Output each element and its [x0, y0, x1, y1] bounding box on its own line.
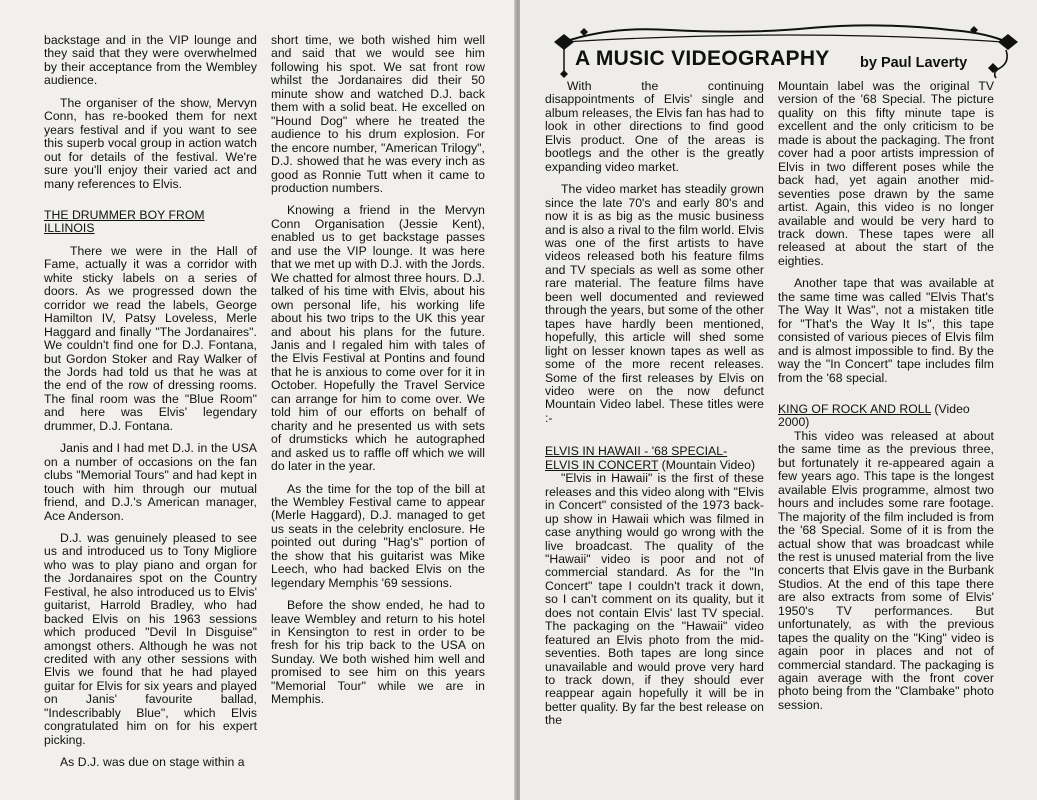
- section-heading: [545, 445, 764, 472]
- paragraph: Mountain label was the original TV version of the '68 Special. The picture quality on this fifty minute tape is excellent and the only criticism to be made is about the packaging. The front cover had a poor artists impression of Elvis in two different poses while the back had, yet again another mid-seventies pose drawn by the same artist. Again, this video is no longer available and would be very hard to track down. These tapes were all released at about the start of the eighties.: [778, 79, 994, 268]
- left-page: [0, 0, 518, 800]
- article-title: A MUSIC VIDEOGRAPHY: [575, 47, 830, 70]
- paragraph: Knowing a friend in the Mervyn Conn Organisation (Jessie Kent), enabled us to get backstage passes and use the VIP lounge. It was here that we met up with D.J. with the Jords. We chatted for almost three hours. D.J. talked of his time with Elvis, about his own personal life, his working life about his two trips to the UK this year and about his plans for the future. Janis and I regaled him with tales of the Elvis Festival at Pontins and found that he is anxious to come over for it in October. Hopefully the Travel Service can arrange for him to come over. We told him of our efforts on behalf of charity and he presented us with sets of drumsticks which he autographed and asked us to raffle off which we will do later in the year.: [271, 203, 486, 474]
- section-heading: THE DRUMMER BOY FROM ILLINOIS: [44, 207, 205, 236]
- paragraph: Janis and I had met D.J. in the USA on a number of occasions on the fan clubs "Memorial Tours" and had kept in touch with him through our mutual friend, and D.J.'s American manager, Ace Anderson.: [44, 441, 257, 523]
- section-heading: [778, 403, 994, 430]
- paragraph: backstage and in the VIP lounge and they said that they were overwhelmed by their acceptance from the Wembley audience.: [44, 33, 257, 88]
- paragraph: This video was released at about the same time as the previous three, but fortunately it re-appeared again a few years ago. This tape is the longest available Elvis programme, almost two hours and includes some rare footage. The majority of the film included is from the '68 Special. Some of it is from the actual show that was broadcast while the rest is unused material from the live concerts that Elvis gave in the Burbank Studios. At the end of this tape there are also extracts from some of Elvis' 1950's TV performances. But unfortunately, as with the previous tapes the quality on the "King" video is again poor in places and not of commercial standard. The packaging is again average with the front cover photo being from the "Clambake" photo session.: [778, 428, 994, 712]
- paragraph: The video market has steadily grown since the late 70's and early 80's and now it is as big as the music business and is also a rival to the film world. Elvis was one of the first artists to have videos released both his feature films and TV specials as well as some other rare material. The feature films have been well documented and reviewed through the years, but some of the other tapes have hardly been mentioned, hopefully, this article will shed some light on lesser known tapes as well as some of the more recent releases. Some of the first releases by Elvis on video were on the now defunct Mountain Video label. These titles were :-: [545, 182, 764, 425]
- article-byline: by Paul Laverty: [860, 55, 968, 71]
- paragraph: "Elvis in Hawaii" is the first of these releases and this video along with "Elvis in Concert" consisted of the 1973 back-up show in Hawaii which was filmed in case anything would go wrong with the live broadcast. The quality of the "Hawaii" video is poor and not of commercial standard. As for the "In Concert" tape I couldn't track it down, so I can't comment on its quality, but it does not contain Elvis' last TV special. The packaging on the "Hawaii" video featured an Elvis photo from the mid-seventies. Both tapes are long since unavailable and would prove very hard to track down, if they should ever reappear again hopefully it will be in better quality. By far the best release on the: [545, 471, 764, 728]
- left-column-1: [44, 34, 257, 779]
- section-heading-publisher: (Video 2000): [778, 401, 970, 430]
- right-column-1: [545, 80, 764, 737]
- paragraph: D.J. was genuinely pleased to see us and introduced us to Tony Migliore who was to play piano and organ for the Jordanaires spot on the Country Festival, he also introduced us to Elvis' guitarist, Harrold Bradley, who had backed Elvis on his 1963 sessions which produced "Devil In Disguise" amongst others. Although he was not credited with any other sessions with Elvis we found that he had played guitar for Elvis for six years and played on Janis' favourite ballad, "Indescribably Blue", which Elvis congratulated him on for his expert picking.: [44, 530, 257, 747]
- paragraph: The organiser of the show, Mervyn Conn, has re-booked them for next years festival and if you want to see this superb vocal group in action watch out for details of the festival. We're sure you'll enjoy their varied act and many references to Elvis.: [44, 95, 257, 191]
- right-column-2: [778, 80, 994, 721]
- section-heading-publisher: (Mountain Video): [658, 457, 756, 472]
- title-banner: [550, 20, 1020, 80]
- right-page: [520, 0, 1037, 800]
- paragraph: There we were in the Hall of Fame, actually it was a corridor with white sticky labels on a series of doors. As we progressed down the corridor we read the labels, George Hamilton IV, Patsy Loveless, Merle Haggard and finally "The Jordanaires". We couldn't find one for D.J. Fontana, but Gordon Stoker and Ray Walker of the Jords had told us that he was at the end of the row of dressing rooms. The final room was the "Blue Room" and here was Elvis' legendary drummer, D.J. Fontana.: [44, 243, 257, 433]
- paragraph: Before the show ended, he had to leave Wembley and return to his hotel in Kensington to rest in order to be fresh for his trip back to the USA on Sunday. We both wished him well and promised to see him on this years "Memorial Tour" while we are in Memphis.: [271, 598, 485, 707]
- paragraph: As the time for the top of the bill at the Wembley Festival came to appear (Merle Haggard), D.J. managed to get us seats in the celebrity enclosure. He pointed out during "Hag's" portion of the show that his guitarist was Mike Leech, who had backed Elvis on the legendary Memphis '69 sessions.: [271, 481, 485, 590]
- paragraph: Another tape that was available at the same time was called "Elvis That's The Way It Was", not a mistaken title for "That's the Way It Is", this tape consisted of various pieces of Elvis film and is almost impossible to find. By the way the "In Concert" tape includes film from the '68 special.: [778, 276, 994, 385]
- paragraph: As D.J. was due on stage within a: [60, 755, 245, 770]
- paragraph: short time, we both wished him well and said that we would see him following his spot. We sat front row whilst the Jordanaires did their 50 minute show and watched D.J. back them with a solid beat. He excelled on "Hound Dog" where he treated the audience to his drum explosion. For the encore number, "American Trilogy", D.J. showed that he was every inch as good as Ronnie Tutt when it came to production numbers.: [271, 33, 485, 195]
- paragraph: With the continuing disappointments of Elvis' single and album releases, the Elvis fan has had to look in other directions to find good Elvis product. One of the areas is bootlegs and the other is the greatly expanding video market.: [545, 79, 764, 174]
- section-heading-title: KING OF ROCK AND ROLL: [778, 401, 931, 416]
- left-column-2: [271, 34, 485, 716]
- section-heading-title: ELVIS IN HAWAII - '68 SPECIAL- ELVIS IN CONCERT: [545, 444, 728, 472]
